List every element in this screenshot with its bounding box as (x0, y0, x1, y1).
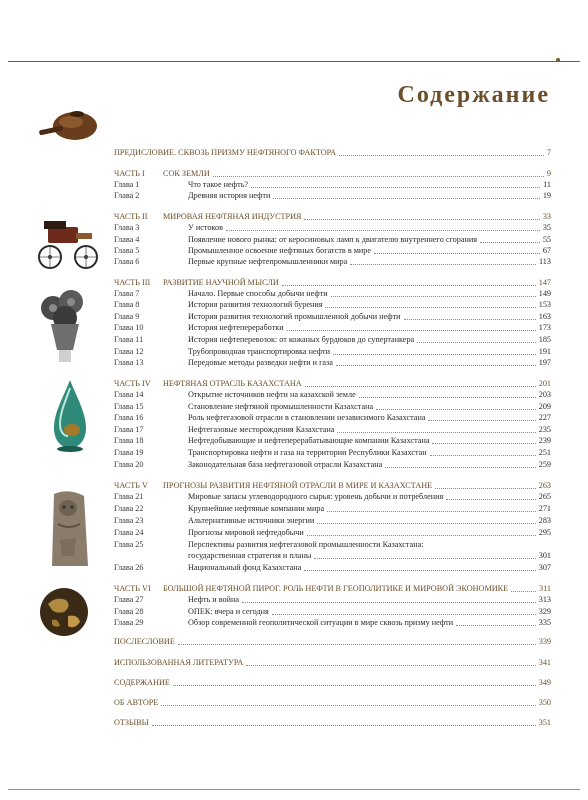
part-label: ЧАСТЬ II (114, 212, 148, 221)
part-label: ЧАСТЬ V (114, 481, 148, 490)
chapter-label: Глава 13 (114, 358, 144, 367)
page-number: 311 (539, 584, 551, 593)
toc-chapter-entry[interactable] (114, 357, 551, 369)
entry-title: МИРОВАЯ НЕФТЯНАЯ ИНДУСТРИЯ (163, 212, 302, 221)
vintage-automobile-photo (36, 213, 102, 271)
toc-chapter-entry[interactable] (114, 527, 551, 539)
page-number: 33 (542, 212, 551, 221)
chapter-label: Глава 26 (114, 563, 144, 572)
page-number: 11 (543, 180, 551, 189)
page-number: 149 (538, 289, 551, 298)
entry-title: Что такое нефть? (188, 180, 249, 189)
entry-title: История развития технологий бурения (188, 300, 323, 309)
chapter-label: Глава 23 (114, 516, 144, 525)
entry-title: ПОСЛЕСЛОВИЕ (114, 637, 175, 646)
page-number: 209 (538, 402, 551, 411)
chapter-label: Глава 29 (114, 618, 144, 627)
dot-leader (173, 685, 536, 686)
chapter-label: Глава 9 (114, 312, 140, 321)
toc-chapter-entry[interactable] (114, 389, 551, 401)
toc-chapter-entry[interactable] (114, 515, 551, 527)
toc-chapter-entry[interactable] (114, 222, 551, 234)
entry-title: Трубопроводная транспортировка нефти (188, 347, 330, 356)
dot-leader (374, 253, 540, 254)
dot-leader (336, 365, 536, 366)
entry-title: ОТЗЫВЫ (114, 718, 149, 727)
dot-leader (511, 591, 536, 592)
dot-leader (317, 523, 535, 524)
page-number: 7 (546, 148, 551, 157)
page-number: 35 (542, 223, 551, 232)
entry-title: ПРЕДИСЛОВИЕ. СКВОЗЬ ПРИЗМУ НЕФТЯНОГО ФАКТОРА (114, 148, 337, 157)
page-number: 349 (538, 678, 551, 687)
toc-chapter-entry[interactable] (114, 256, 551, 268)
page-number: 251 (538, 448, 551, 457)
chapter-label: Глава 11 (114, 335, 144, 344)
chapter-label: Глава 14 (114, 390, 144, 399)
page-number: 235 (538, 425, 551, 434)
chapter-label: Глава 28 (114, 607, 144, 616)
toc-chapter-entry[interactable] (114, 322, 551, 334)
chapter-label: Глава 18 (114, 436, 144, 445)
dot-leader (305, 386, 536, 387)
chapter-label: Глава 5 (114, 246, 140, 255)
chapter-label: Глава 3 (114, 223, 140, 232)
dot-leader (251, 187, 540, 188)
dot-leader (226, 230, 540, 231)
chapter-label: Глава 16 (114, 413, 144, 422)
entry-title: История нефтепереработки (188, 323, 284, 332)
dot-leader (456, 625, 536, 626)
dot-leader (337, 432, 535, 433)
chapter-label: Глава 10 (114, 323, 144, 332)
page-number: 55 (542, 235, 551, 244)
dot-leader (272, 614, 536, 615)
chapter-label: Глава 1 (114, 180, 140, 189)
dot-leader (282, 285, 536, 286)
dot-leader (435, 488, 536, 489)
page-number: 341 (538, 658, 551, 667)
page-number: 259 (538, 460, 551, 469)
dot-leader (304, 219, 539, 220)
entry-title: ПРОГНОЗЫ РАЗВИТИЯ НЕФТЯНОЙ ОТРАСЛИ В МИРЕ И КАЗАХСТАНЕ (163, 481, 433, 490)
page-number: 163 (538, 312, 551, 321)
entry-title: Крупнейшие нефтяные компании мира (188, 504, 325, 513)
part-label: ЧАСТЬ III (114, 278, 151, 287)
page-number: 301 (538, 551, 551, 560)
page-number: 173 (538, 323, 551, 332)
page-number: 307 (538, 563, 551, 572)
entry-title: Перспективы развития нефтегазовой промышленности Казахстана: (188, 540, 424, 549)
entry-title: ОПЕК: вчера и сегодня (188, 607, 269, 616)
toc-chapter-entry[interactable] (114, 447, 551, 459)
entry-title: Первые крупные нефтепромышленники мира (188, 257, 348, 266)
entry-title: ИСПОЛЬЗОВАННАЯ ЛИТЕРАТУРА (114, 658, 244, 667)
toc-chapter-entry[interactable] (114, 594, 551, 606)
page-number: 153 (538, 300, 551, 309)
toc-chapter-entry[interactable] (114, 459, 551, 471)
entry-title: Обзор современной геополитической ситуации в мире сквозь призму нефти (188, 618, 454, 627)
dot-leader (480, 242, 540, 243)
entry-title: Промышленное освоение нефтяных богатств в мире (188, 246, 372, 255)
dot-leader (417, 342, 536, 343)
toc-chapter-entry[interactable] (114, 562, 551, 574)
chapter-label: Глава 24 (114, 528, 144, 537)
chapter-label: Глава 2 (114, 191, 140, 200)
glass-oil-drop-photo (50, 378, 90, 454)
entry-title: История развития технологий промышленной добычи нефти (188, 312, 401, 321)
dot-leader (213, 176, 544, 177)
dot-leader (178, 644, 536, 645)
top-rule-dot (556, 58, 560, 62)
toc-section-entry[interactable] (114, 147, 551, 159)
drill-bit-photo (37, 288, 93, 366)
page-number: 351 (538, 718, 551, 727)
page-number: 227 (538, 413, 551, 422)
dot-leader (404, 319, 536, 320)
toc-section-entry[interactable] (114, 636, 551, 648)
entry-title: У истоков (188, 223, 223, 232)
page-number: 203 (538, 390, 551, 399)
dot-leader (161, 705, 535, 706)
page-number: 265 (538, 492, 551, 501)
toc-chapter-entry[interactable] (114, 412, 551, 424)
dot-leader (385, 467, 535, 468)
dot-leader (432, 443, 535, 444)
entry-title: Мировые запасы углеводородного сырья: уровень добычи и потребления (188, 492, 444, 501)
chapter-label: Глава 20 (114, 460, 144, 469)
page-number: 9 (546, 169, 551, 178)
entry-title: Прогнозы мировой нефтедобычи (188, 528, 304, 537)
dot-leader (350, 264, 536, 265)
dot-leader (246, 665, 535, 666)
page-number: 201 (538, 379, 551, 388)
entry-title: Появление нового рынка: от керосиновых ламп к двигателю внутреннего сгорания (188, 235, 477, 244)
dot-leader (325, 307, 535, 308)
dot-leader (376, 409, 536, 410)
dot-leader (327, 511, 536, 512)
chapter-label: Глава 8 (114, 300, 140, 309)
entry-title: ОБ АВТОРЕ (114, 698, 159, 707)
entry-title: Роль нефтегазовой отрасли в становлении независимого Казахстана (188, 413, 426, 422)
part-label: ЧАСТЬ VI (114, 584, 151, 593)
page-number: 263 (538, 481, 551, 490)
dot-leader (242, 602, 536, 603)
page-number: 313 (538, 595, 551, 604)
entry-title: Нефть и война (188, 595, 240, 604)
dot-leader (152, 725, 536, 726)
dot-leader (331, 296, 536, 297)
toc-section-entry[interactable] (114, 717, 551, 729)
toc-chapter-entry[interactable] (114, 190, 551, 202)
page-number: 283 (538, 516, 551, 525)
chapter-label: Глава 12 (114, 347, 144, 356)
page-number: 295 (538, 528, 551, 537)
dot-leader (307, 535, 536, 536)
toc-section-entry[interactable] (114, 697, 551, 709)
entry-title: Передовые методы разведки нефти и газа (188, 358, 333, 367)
dot-leader (273, 198, 539, 199)
dot-leader (446, 499, 535, 500)
entry-title: Нефтедобывающие и нефтеперерабатывающие компании Казахстана (188, 436, 430, 445)
toc-chapter-entry[interactable] (114, 299, 551, 311)
chapter-label: Глава 25 (114, 540, 144, 549)
entry-title: Нефтегазовые месторождения Казахстана (188, 425, 335, 434)
stone-idol-photo (44, 490, 94, 570)
page-number: 67 (542, 246, 551, 255)
entry-title: Законодательная база нефтегазовой отрасли Казахстана (188, 460, 383, 469)
globe-photo (38, 586, 90, 638)
page-number: 185 (538, 335, 551, 344)
dot-leader (359, 397, 536, 398)
chapter-label: Глава 22 (114, 504, 144, 513)
dot-leader (287, 330, 536, 331)
toc-chapter-entry[interactable] (114, 491, 551, 503)
entry-title: НЕФТЯНАЯ ОТРАСЛЬ КАЗАХСТАНА (163, 379, 302, 388)
chapter-label: Глава 7 (114, 289, 140, 298)
page-number: 335 (538, 618, 551, 627)
entry-title: СОДЕРЖАНИЕ (114, 678, 170, 687)
entry-title: государственная стратегия и планы (188, 551, 312, 560)
chapter-label: Глава 15 (114, 402, 144, 411)
chapter-label: Глава 19 (114, 448, 144, 457)
chapter-label: Глава 27 (114, 595, 144, 604)
page-number: 19 (542, 191, 551, 200)
chapter-label: Глава 17 (114, 425, 144, 434)
dot-leader (304, 570, 535, 571)
top-rule (8, 61, 580, 62)
entry-title: Национальный фонд Казахстана (188, 563, 302, 572)
page-number: 239 (538, 436, 551, 445)
dot-leader (428, 420, 535, 421)
toc-chapter-entry[interactable] (114, 334, 551, 346)
entry-title: Открытие источников нефти на казахской земле (188, 390, 356, 399)
chapter-label: Глава 4 (114, 235, 140, 244)
toc-chapter-entry[interactable] (114, 435, 551, 447)
page-number: 113 (539, 257, 551, 266)
toc-section-entry[interactable] (114, 657, 551, 669)
page-title: Содержание (397, 82, 550, 108)
entry-title: РАЗВИТИЕ НАУЧНОЙ МЫСЛИ (163, 278, 279, 287)
ancient-oil-vessel-photo (37, 100, 99, 142)
entry-title: Альтернативные источники энергии (188, 516, 315, 525)
page-number: 191 (538, 347, 551, 356)
entry-title: История нефтеперевозок: от кожаных бурдюков до супертанкера (188, 335, 415, 344)
entry-title: Начало. Первые способы добычи нефти (188, 289, 328, 298)
toc-chapter-entry[interactable] (114, 503, 551, 515)
toc-section-entry[interactable] (114, 677, 551, 689)
page-number: 329 (538, 607, 551, 616)
part-label: ЧАСТЬ I (114, 169, 145, 178)
entry-title: Древняя история нефти (188, 191, 271, 200)
dot-leader (314, 558, 535, 559)
entry-title: Становление нефтяной промышленности Казахстана (188, 402, 374, 411)
page-number: 197 (538, 358, 551, 367)
dot-leader (339, 155, 544, 156)
entry-title: БОЛЬШОЙ НЕФТЯНОЙ ПИРОГ. РОЛЬ НЕФТИ В ГЕОПОЛИТИКЕ И МИРОВОЙ ЭКОНОМИКЕ (163, 584, 509, 593)
toc-chapter-entry[interactable] (114, 617, 551, 629)
entry-title: СОК ЗЕМЛИ (163, 169, 210, 178)
toc-chapter-entry[interactable] (114, 550, 551, 562)
page-number: 350 (538, 698, 551, 707)
page-number: 271 (538, 504, 551, 513)
dot-leader (430, 455, 536, 456)
chapter-label: Глава 21 (114, 492, 144, 501)
entry-title: Транспортировка нефти и газа на территории Республики Казахстан (188, 448, 427, 457)
part-label: ЧАСТЬ IV (114, 379, 151, 388)
page-number: 339 (538, 637, 551, 646)
page-number: 147 (538, 278, 551, 287)
bottom-rule (8, 789, 580, 790)
dot-leader (333, 354, 536, 355)
chapter-label: Глава 6 (114, 257, 140, 266)
